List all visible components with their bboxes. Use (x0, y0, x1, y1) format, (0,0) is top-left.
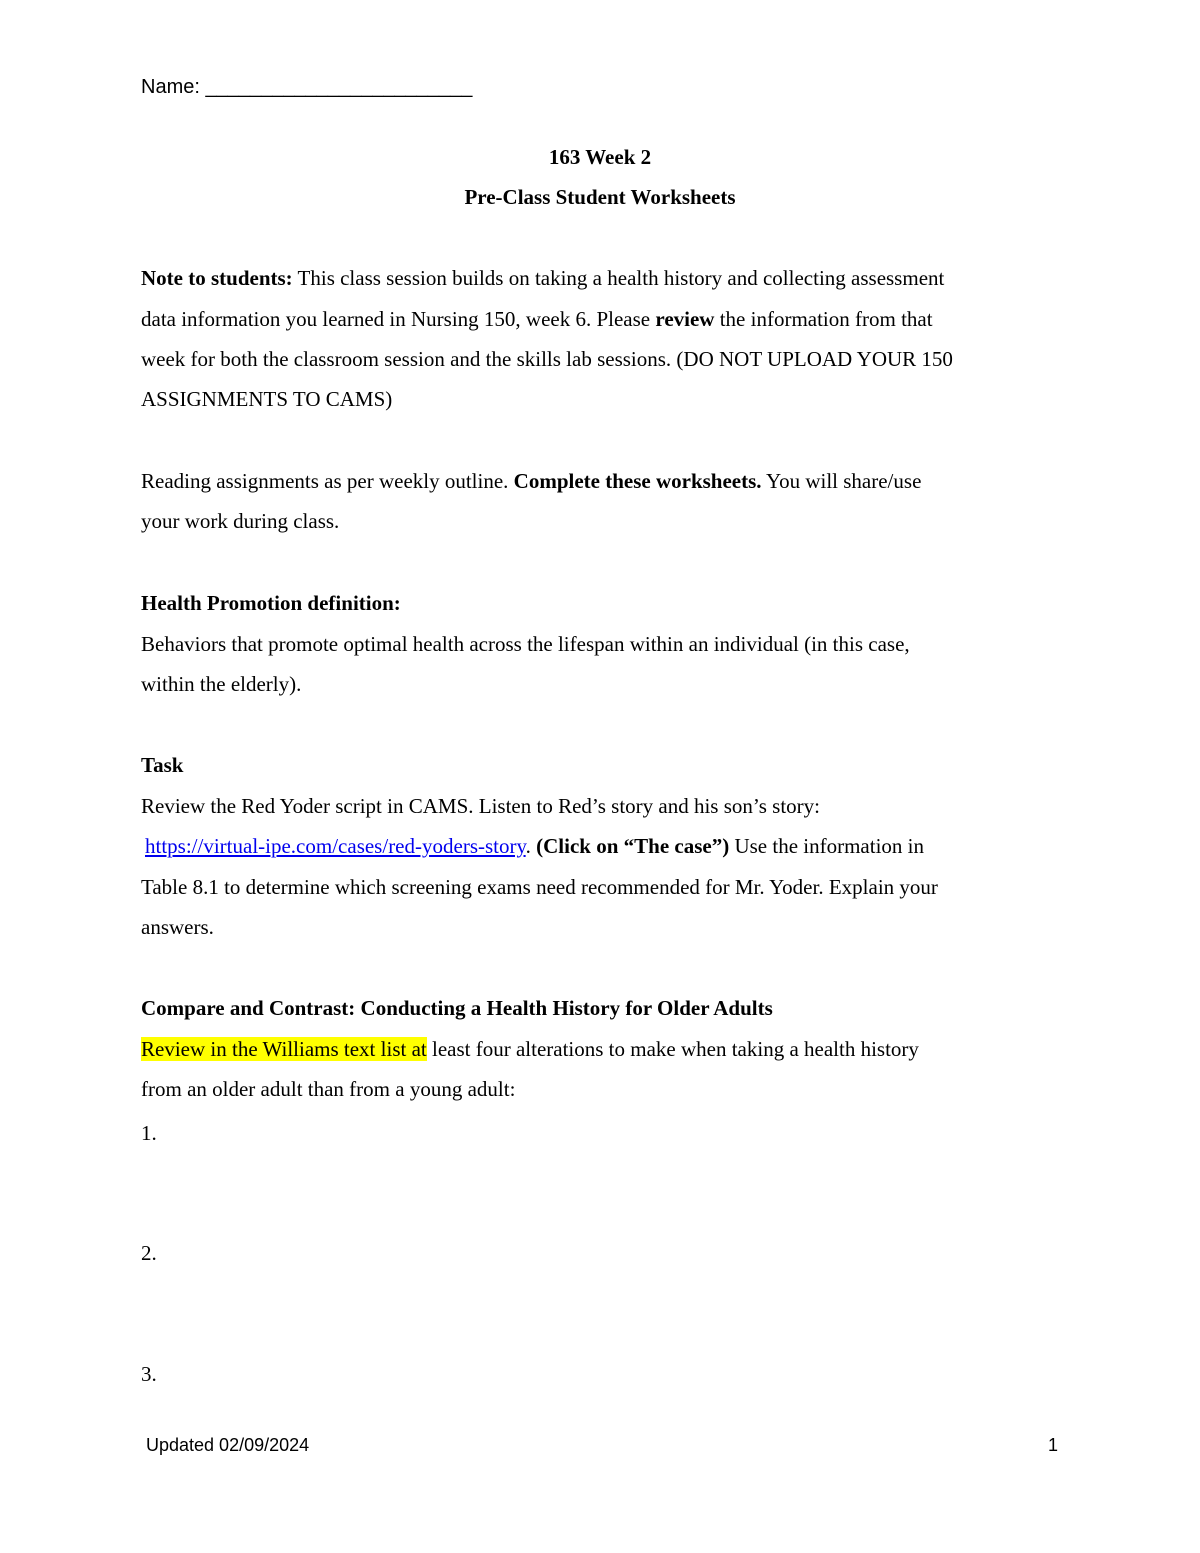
note-line-3: week for both the classroom session and the skills lab sessions. (DO NOT UPLOAD YOUR 150 (141, 347, 953, 371)
task-line-2 (145, 833, 924, 859)
note-text-1: This class session builds on taking a health history and collecting assessment (292, 266, 945, 290)
reading-text-1b: You will share/use (761, 469, 922, 493)
note-line-1 (141, 265, 944, 291)
note-text-2a: data information you learned in Nursing 150, week 6. Please (141, 307, 656, 331)
title-week: 163 Week 2 (548, 145, 652, 169)
note-review-bold: review (655, 307, 715, 331)
answer-item-1: 1. (141, 1121, 157, 1145)
health-promotion-line-1: Behaviors that promote optimal health across the lifespan within an individual (in this case, (141, 632, 910, 656)
task-heading: Task (141, 753, 184, 777)
reading-complete-bold: Complete these worksheets. (513, 469, 762, 493)
answer-item-2: 2. (141, 1241, 157, 1265)
answer-item-3: 3. (141, 1362, 157, 1386)
task-line-3: Table 8.1 to determine which screening exams need recommended for Mr. Yoder. Explain your (141, 875, 938, 899)
name-field (141, 74, 472, 100)
task-click-case-bold: (Click on “The case”) (536, 834, 730, 858)
note-line-4: ASSIGNMENTS TO CAMS) (141, 387, 393, 411)
health-promotion-heading: Health Promotion definition: (141, 591, 401, 615)
health-promotion-line-2: within the elderly). (141, 672, 302, 696)
note-line-2 (141, 306, 933, 332)
footer-page-number: 1 (1048, 1435, 1059, 1455)
task-link-period: . (525, 834, 537, 858)
title-worksheets: Pre-Class Student Worksheets (464, 185, 736, 209)
red-yoder-story-link[interactable]: https://virtual-ipe.com/cases/red-yoders-story (145, 834, 526, 858)
compare-text-1: least four alterations to make when taking a health history (426, 1037, 919, 1061)
compare-line-1 (141, 1036, 919, 1062)
name-blank: ________________________ (205, 76, 473, 98)
task-line-4: answers. (141, 915, 214, 939)
compare-line-2: from an older adult than from a young adult: (141, 1077, 516, 1101)
reading-line-2: your work during class. (141, 509, 340, 533)
reading-text-1a: Reading assignments as per weekly outline. (141, 469, 514, 493)
compare-heading: Compare and Contrast: Conducting a Health History for Older Adults (141, 996, 773, 1020)
note-text-2b: the information from that (714, 307, 933, 331)
task-line-1: Review the Red Yoder script in CAMS. Listen to Red’s story and his son’s story: (141, 794, 820, 818)
name-label: Name: (141, 76, 200, 98)
task-text-2: Use the information in (729, 834, 924, 858)
reading-line-1 (141, 468, 921, 494)
footer-updated-date: Updated 02/09/2024 (146, 1435, 310, 1455)
note-label: Note to students: (141, 266, 293, 290)
compare-highlighted-text: Review in the Williams text list at (141, 1037, 427, 1061)
